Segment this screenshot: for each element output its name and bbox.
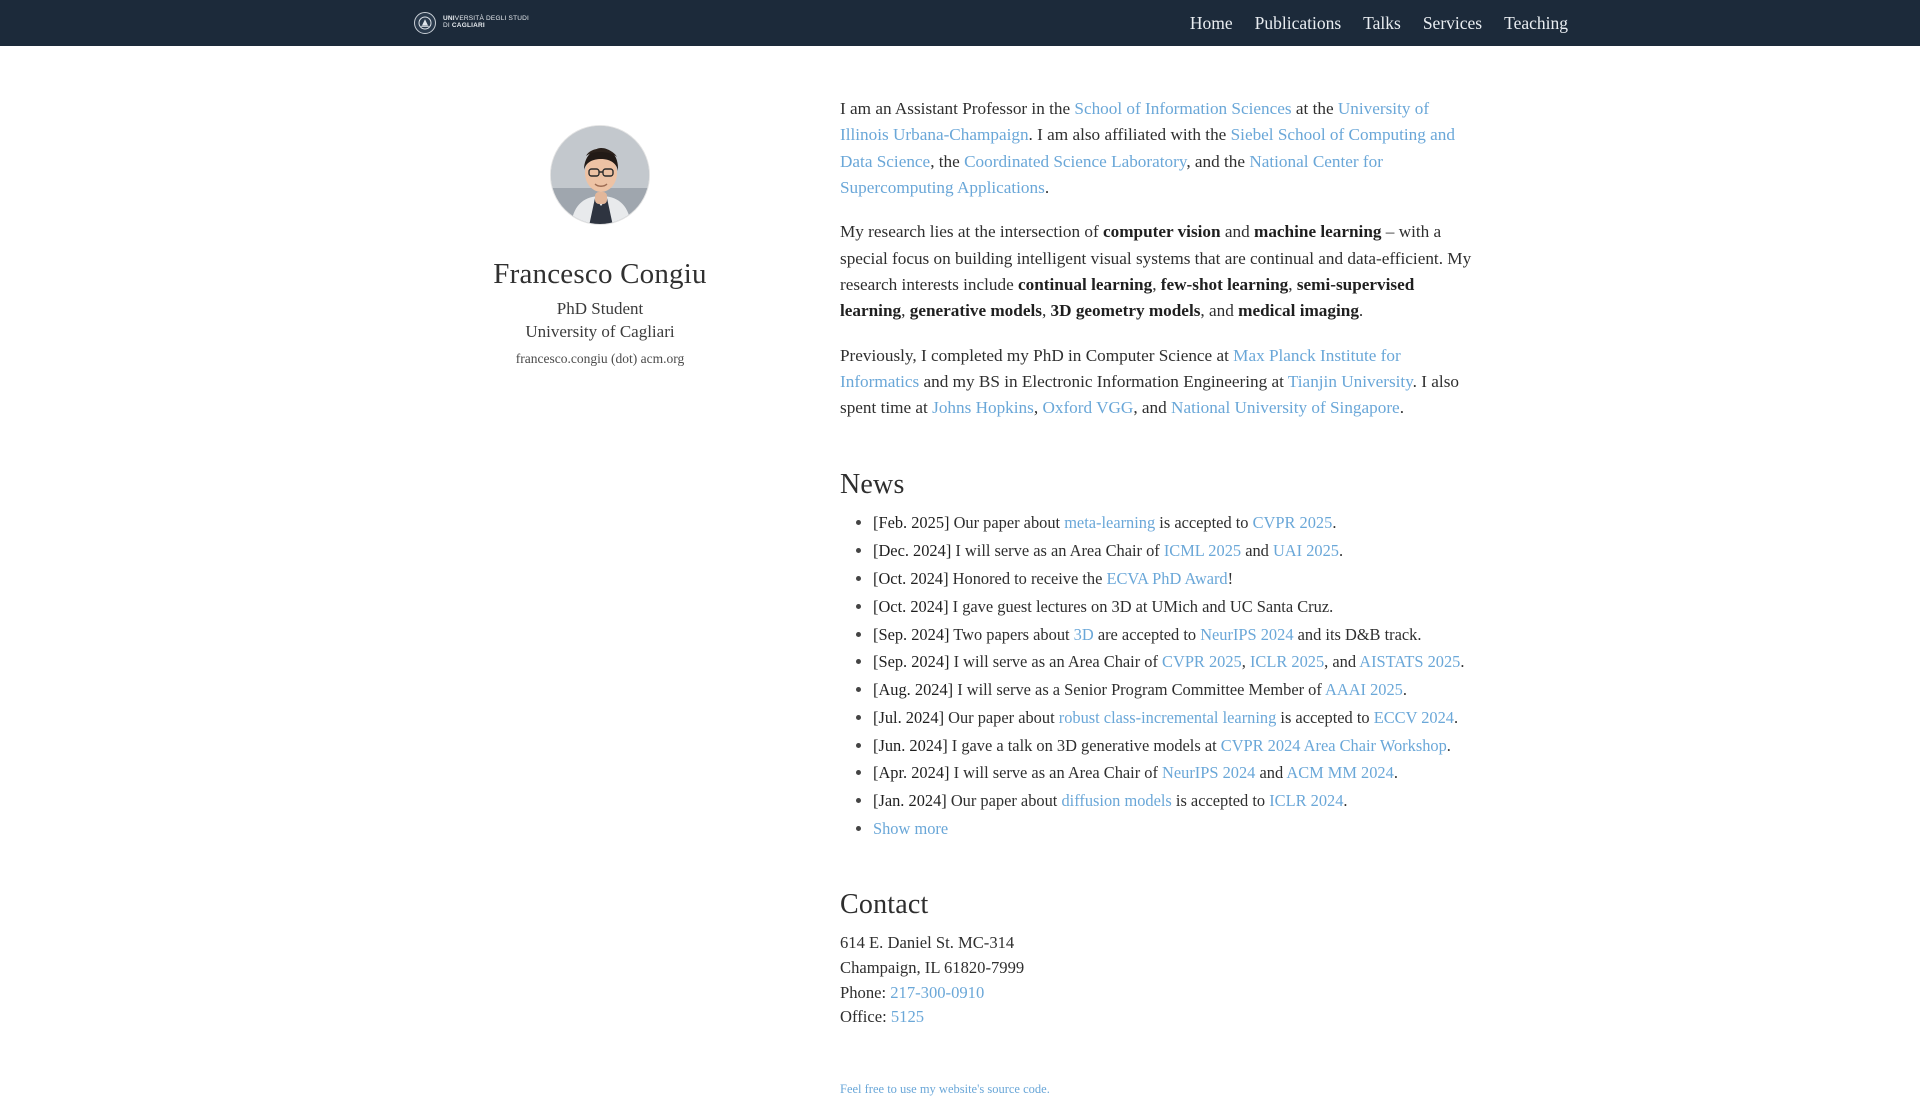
news-text-3: . [1454,707,1459,727]
bio-keyword-3d-geometry-models: 3D geometry models [1050,301,1201,321]
profile-affiliation: University of Cagliari [525,322,675,341]
news-link-2[interactable]: NeurIPS 2024 [1200,624,1294,644]
news-link-1[interactable]: AAAI 2025 [1325,680,1403,700]
news-date: [Oct. 2024] [873,596,949,616]
list-item-show-more [873,817,1480,841]
news-text-3: and its D&B track. [1293,624,1422,644]
news-link-1[interactable]: CVPR 2024 Area Chair Workshop [1220,735,1447,755]
bio-p1-t1: I am an Assistant Professor in the [840,99,1075,118]
contact-phone-link[interactable]: 217-300-0910 [890,982,985,1002]
bio-p2-t1: My research lies at the intersection of [840,222,1103,242]
contact-office-label: Office: [840,1007,891,1027]
avatar [550,125,650,225]
news-link-2[interactable]: ACM MM 2024 [1286,763,1394,783]
bio-p2-t9: . [1358,301,1364,321]
news-text-2: is accepted to [1276,707,1374,727]
nav-item-services[interactable]: Services [1422,12,1483,33]
news-text-1: Our paper about [946,791,1062,811]
list-item [873,761,1480,785]
news-text-1: I gave a talk on 3D generative models at [947,735,1221,755]
main-content [840,96,1480,1097]
news-link-1[interactable]: diffusion models [1061,791,1172,811]
list-item [873,567,1480,591]
news-text-1: I will serve as an Area Chair of [949,652,1163,672]
news-date: [Sep. 2024] [873,624,950,644]
news-text-1: Two papers about [949,624,1074,644]
nav-item-publications[interactable]: Publications [1254,12,1342,33]
university-crest-icon [414,12,436,34]
link-uiuc[interactable]: University of Illinois Urbana-Champaign [840,99,1430,145]
contact-address-line-1: 614 E. Daniel St. MC-314 [840,932,1015,952]
list-item [873,539,1480,563]
profile-email: francesco.congiu (dot) acm.org [515,351,685,366]
news-link-1[interactable]: ECVA PhD Award [1106,569,1228,588]
news-list [840,511,1480,840]
bio-p3-t2: and my BS in Electronic Information Engineering at [919,371,1288,391]
news-text-2: and [1255,763,1287,783]
news-text-3: , and [1324,652,1360,672]
news-link-2[interactable]: UAI 2025 [1272,541,1339,561]
news-link-1[interactable]: 3D [1073,624,1094,644]
news-date: [Jul. 2024] [873,707,945,727]
bio-p3-t1: Previously, I completed my PhD in Computer Science at [840,345,1234,365]
news-link-2[interactable]: ICLR 2025 [1249,652,1325,672]
list-item [873,511,1480,535]
list-item [873,595,1480,619]
list-item [873,650,1480,674]
news-link-2[interactable]: ICLR 2024 [1269,791,1344,811]
list-item [873,789,1480,813]
show-more-link[interactable]: Show more [873,819,949,839]
bio-keyword-computer-vision: computer vision [1102,222,1221,242]
bio-p3-t4: , [1033,398,1043,418]
bio-p2-t8: , and [1200,301,1239,321]
contact-office-link[interactable]: 5125 [890,1007,925,1027]
link-oxford-vgg[interactable]: Oxford VGG [1042,398,1134,418]
link-max-planck-institute[interactable]: Max Planck Institute for Informatics [840,345,1401,391]
bio-p2-t2: and [1220,222,1255,242]
bio-p1-t2: at the [1291,99,1338,118]
news-text-2: are accepted to [1093,624,1201,644]
nav-item-talks[interactable]: Talks [1363,12,1401,33]
logo-line2-rest: CAGLIARI [451,22,485,29]
bio-keyword-semi-supervised-learning: semi-supervised learning [840,274,1415,321]
bio-p1-t6: . [1044,177,1050,197]
news-text-2: is accepted to [1155,513,1253,533]
news-date: [Feb. 2025] [873,513,950,533]
bio-paragraph-2 [840,219,1480,324]
bio-paragraph-3 [840,343,1480,422]
news-text-2: is accepted to [1171,791,1270,811]
news-date: [Jan. 2024] [873,791,947,811]
profile-role: PhD Student [556,299,644,318]
top-navbar [0,0,1920,46]
news-link-1[interactable]: NeurIPS 2024 [1162,763,1256,783]
contact-block [840,931,1480,1031]
news-text-3: . [1338,541,1344,561]
news-link-1[interactable]: CVPR 2025 [1162,652,1242,672]
bio-p1-t5: , and the [1186,151,1250,171]
news-text-1: I will serve as an Area Chair of [951,541,1164,561]
nav-links [1190,13,1568,34]
news-text-2: and [1241,541,1273,561]
link-nus[interactable]: National University of Singapore [1171,398,1400,418]
bio-p1-t4: , the [930,151,965,171]
list-item [873,706,1480,730]
bio-keyword-few-shot-learning: few-shot learning [1160,274,1289,294]
page-body [0,46,1920,1097]
bio-p2-t6: , [901,301,910,321]
link-tianjin-university[interactable]: Tianjin University [1287,371,1413,391]
news-text-2: , [1241,652,1250,672]
logo-text [443,16,529,30]
news-text-1: I gave guest lectures on 3D at UMich and UC Santa Cruz. [948,596,1334,616]
list-item [873,678,1480,702]
news-date: [Aug. 2024] [873,680,954,700]
bio-p3-t5: , and [1133,398,1172,418]
nav-item-home[interactable]: Home [1189,12,1233,33]
contact-address-line-2: Champaign, IL 61820-7999 [840,957,1025,977]
profile-column [420,96,780,1097]
news-text-3: . [1393,763,1398,783]
link-johns-hopkins[interactable]: Johns Hopkins [932,398,1034,418]
news-text-4: . [1460,652,1465,672]
news-heading: News [840,469,905,501]
news-link-2[interactable]: ECCV 2024 [1373,707,1454,727]
source-code-link[interactable]: Feel free to use my website's source code. [840,1082,1050,1097]
news-text-1: I will serve as a Senior Program Committee Member of [953,680,1326,700]
news-text-3: . [1343,791,1348,811]
news-link-3[interactable]: AISTATS 2025 [1359,652,1461,672]
contact-heading: Contact [840,888,929,920]
bio-keyword-continual-learning: continual learning [1018,274,1153,294]
logo-line1-prefix: UNI [443,15,455,23]
news-date: [Dec. 2024] [873,541,952,561]
link-coordinated-science-laboratory[interactable]: Coordinated Science Laboratory [964,151,1187,171]
news-text-3: . [1402,680,1407,700]
news-date: [Jun. 2024] [873,735,948,755]
bio-keyword-generative-models: generative models [909,301,1042,321]
link-ncsa[interactable]: National Center for Supercomputing Applications [840,151,1383,197]
news-text-3: . [1446,735,1451,755]
bio-p2-t5: , [1288,274,1297,294]
bio-keyword-machine-learning: machine learning [1254,222,1382,242]
bio-keyword-medical-imaging: medical imaging [1238,301,1359,321]
bio-p2-t7: , [1041,301,1051,321]
nav-item-teaching[interactable]: Teaching [1504,12,1568,33]
news-date: [Apr. 2024] [873,763,950,783]
bio-paragraph-1 [840,96,1480,201]
list-item [873,734,1480,758]
bio-section [840,96,1480,421]
bio-p2-t3: – with a special focus on building intelligent visual systems that are continual and data-efficient. My research interests include [840,222,1472,294]
bio-p1-t3: . I am also affiliated with the [1028,125,1231,145]
news-text-1: Honored to receive the [948,569,1107,588]
logo-line2-prefix: DI [443,22,452,29]
contact-phone-label: Phone: [840,982,891,1002]
page-title: Francesco Congiu [493,258,707,290]
news-link-1[interactable]: robust class-incremental learning [1058,707,1277,727]
news-link-1[interactable]: meta-learning [1064,513,1156,533]
news-text-1: Our paper about [949,513,1065,533]
news-date: [Sep. 2024] [873,652,950,672]
link-siebel-school[interactable]: Siebel School of Computing and Data Science [840,125,1455,171]
footer-note [840,1082,1480,1097]
list-item [873,623,1480,647]
bio-p3-t3: . I also spent time at [840,371,1459,418]
site-logo[interactable] [414,0,529,46]
news-text-1: I will serve as an Area Chair of [949,763,1163,783]
news-link-2[interactable]: CVPR 2025 [1252,513,1333,533]
news-text-3: . [1332,513,1337,533]
bio-p2-t4: , [1152,274,1161,294]
bio-p3-t6: . [1399,398,1404,418]
contact-phone-row [840,981,1480,1006]
contact-office-row [840,1005,1480,1030]
news-link-1[interactable]: ICML 2025 [1163,541,1242,561]
news-text-3: ! [1227,569,1234,588]
link-school-of-information-sciences[interactable]: School of Information Sciences [1074,99,1292,118]
news-date: [Oct. 2024] [873,569,949,588]
logo-line1-rest: VERSITÀ DEGLI STUDI [454,15,530,23]
news-text-1: Our paper about [944,707,1059,727]
